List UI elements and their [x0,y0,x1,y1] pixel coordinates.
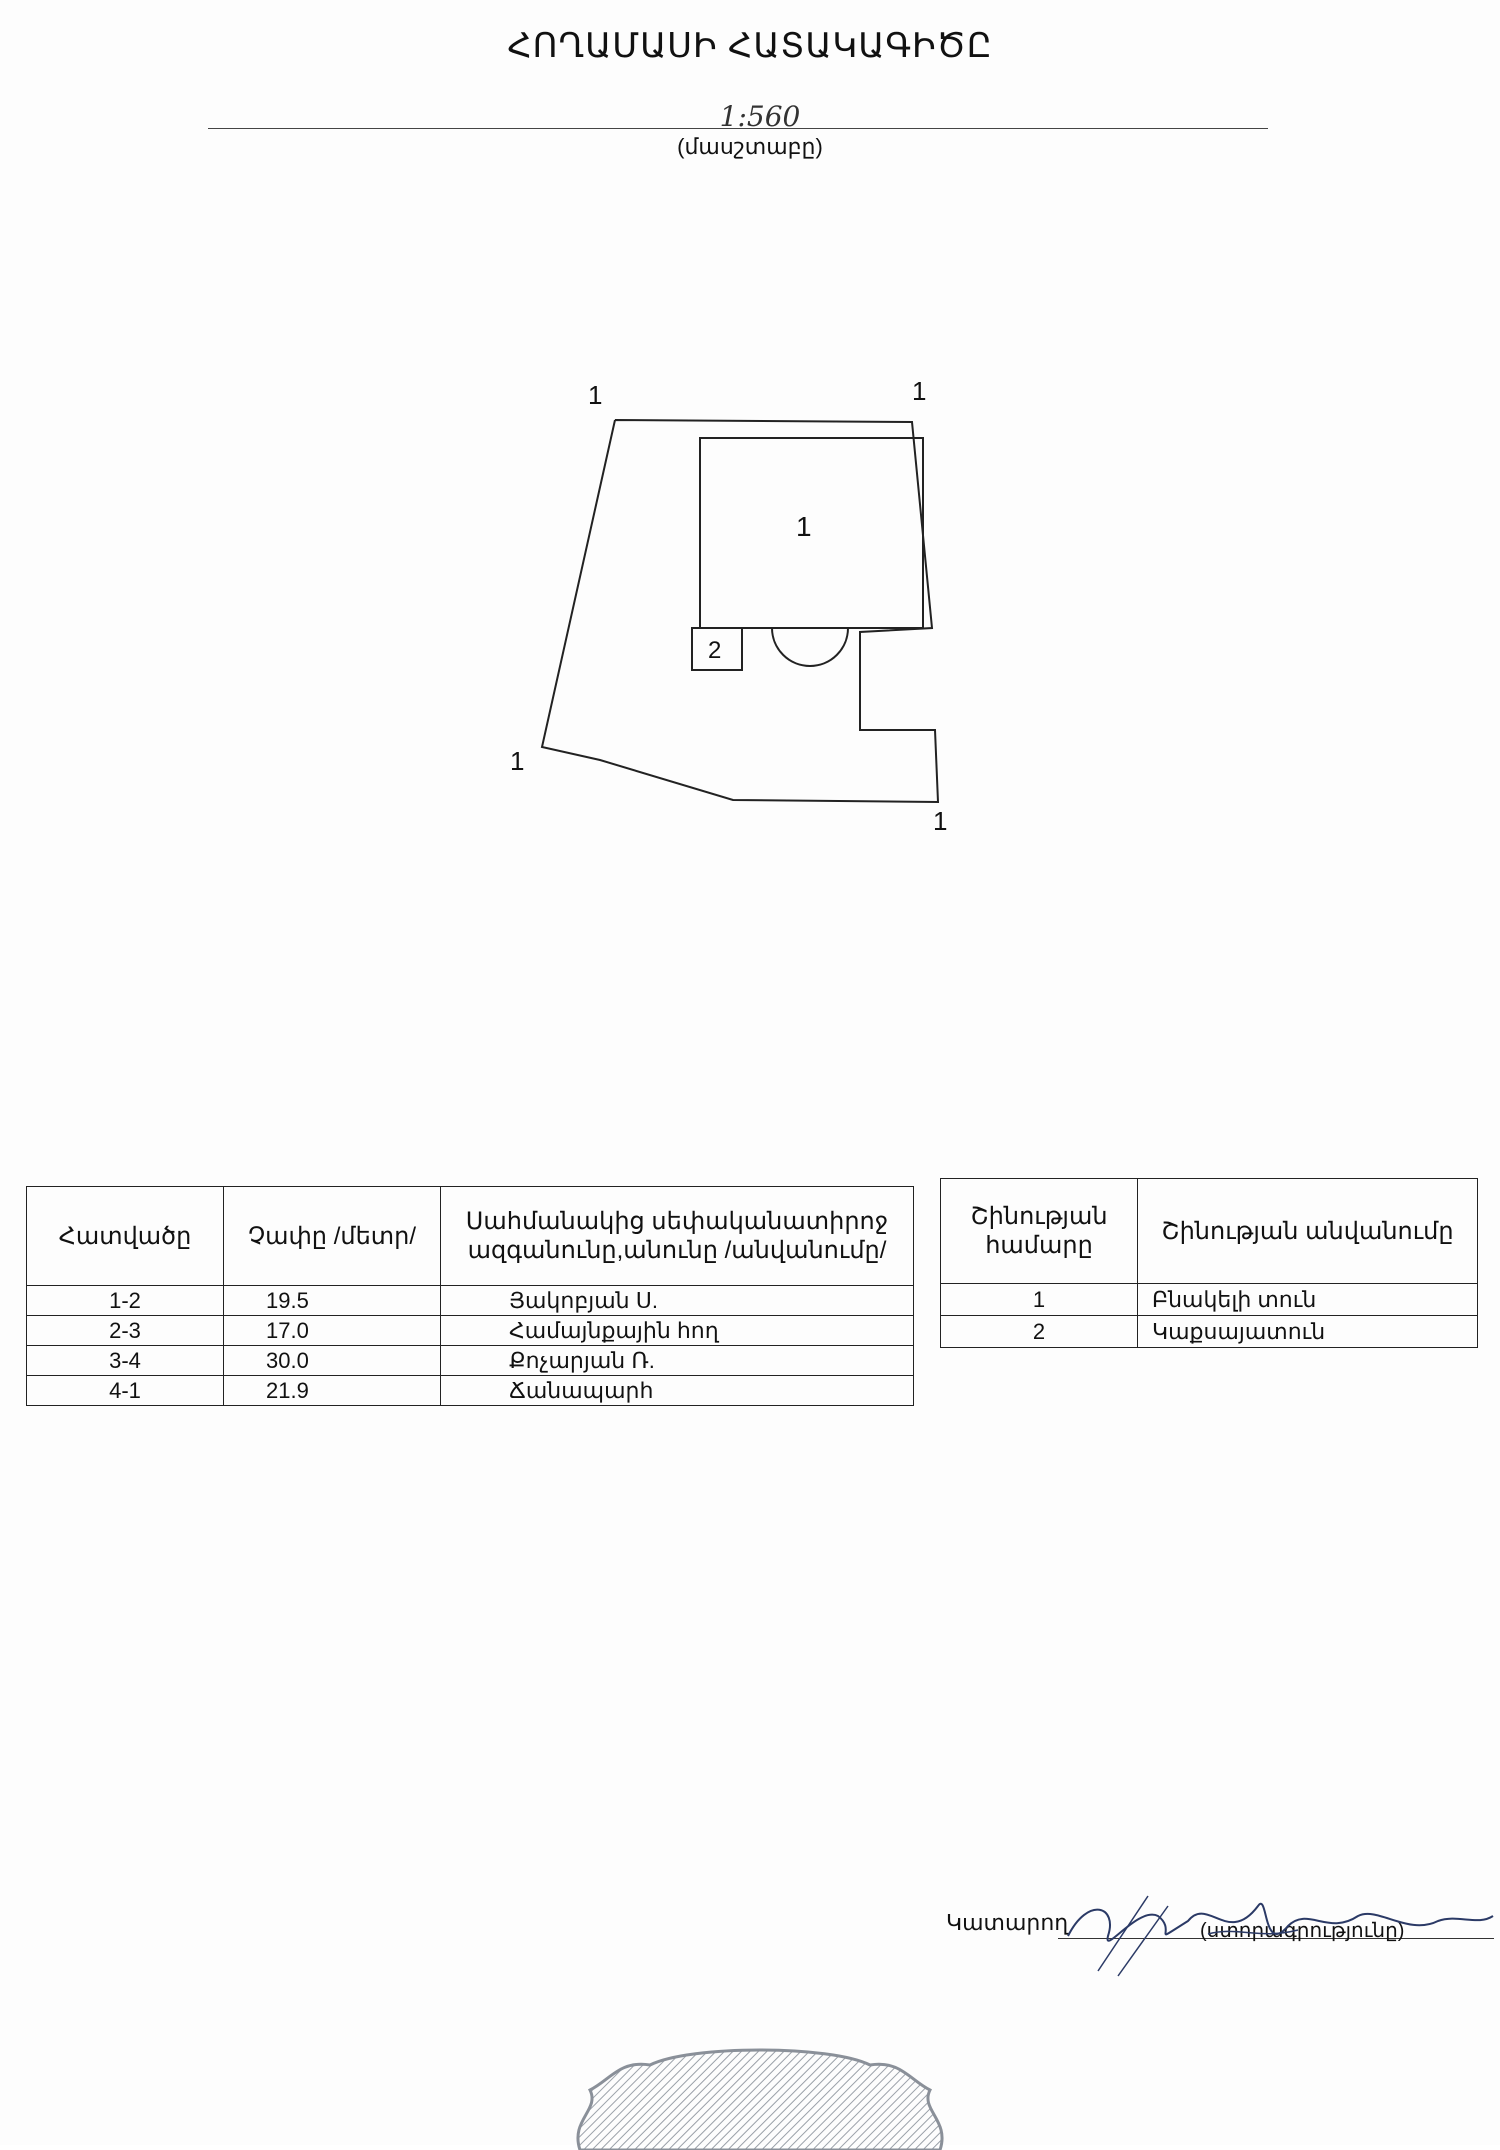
corner-label-bottom-right: 1 [933,806,948,836]
col-header-building-number: Շինության համարը [941,1179,1138,1284]
building-1-label: 1 [796,511,812,542]
handwritten-signature [1058,1876,1498,1986]
building-number-cell: 2 [941,1316,1138,1348]
corner-label-top-right: 1 [912,376,927,406]
table-row [27,1286,914,1316]
scale-caption: (մասշտաբը) [677,134,823,159]
table-row [27,1316,914,1346]
col-header-segment: Հատվածը [27,1187,224,1286]
buildings-table [940,1178,1478,1348]
neighbor-cell: Քոչարյան Ռ. [441,1346,914,1376]
building-2-label: 2 [708,637,722,664]
buildings-header-row [941,1179,1478,1284]
corner-label-left: 1 [510,746,525,776]
land-plot-plan [480,360,1000,860]
arch-shape [772,628,848,666]
col-header-building-name: Շինության անվանումը [1138,1179,1478,1284]
building-name-cell: Բնակելի տուն [1138,1284,1478,1316]
length-cell: 21.9 [224,1376,441,1406]
neighbor-cell: Յակոբյան Ս. [441,1286,914,1316]
neighbor-cell: Համայնքային հող [441,1316,914,1346]
length-cell: 30.0 [224,1346,441,1376]
col-header-length: Չափը /մետր/ [224,1187,441,1286]
segment-cell: 3-4 [27,1346,224,1376]
length-cell: 17.0 [224,1316,441,1346]
executor-label: Կատարող [946,1910,1069,1935]
boundaries-table [26,1186,914,1406]
table-row [27,1376,914,1406]
length-cell: 19.5 [224,1286,441,1316]
corner-label-top-left: 1 [588,380,603,410]
building-number-cell: 1 [941,1284,1138,1316]
table-row [27,1346,914,1376]
plot-drawing [480,360,1000,860]
neighbor-cell: Ճանապարհ [441,1376,914,1406]
segment-cell: 2-3 [27,1316,224,1346]
col-header-neighbor: Սահմանակից սեփականատիրոջ ազգանունը,անունը /անվանումը/ [441,1187,914,1286]
table-row [941,1284,1478,1316]
segment-cell: 4-1 [27,1376,224,1406]
parcel-boundary [542,420,938,802]
scale-value: 1:560 [719,100,801,133]
stamp-seal [540,2040,980,2150]
table-row [941,1316,1478,1348]
document-title: ՀՈՂԱՄԱՍԻ ՀԱՏԱԿԱԳԻԾԸ [507,27,993,65]
building-name-cell: Կաքսայատուն [1138,1316,1478,1348]
signature-caption: (ստորագրությունը) [1200,1920,1405,1942]
scale-underline [208,128,1268,129]
boundaries-header-row [27,1187,914,1286]
segment-cell: 1-2 [27,1286,224,1316]
